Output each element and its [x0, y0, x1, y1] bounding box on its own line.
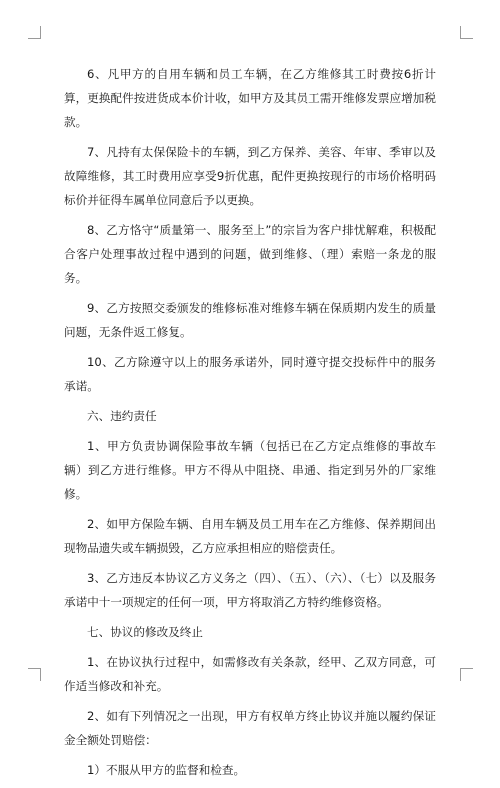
paragraph-liability-2: 2、如甲方保险车辆、自用车辆及员工用车在乙方维修、保养期间出现物品遗失或车辆损毁，乙方应承担相应的赔偿责任。 — [64, 517, 436, 555]
section-heading-modification: 七、协议的修改及终止 — [87, 625, 203, 639]
crop-mark-top-right — [460, 26, 473, 39]
paragraph-modification-2-item-1: 1）不服从甲方的监督和检查。 — [87, 763, 246, 777]
crop-mark-bottom-right — [460, 668, 473, 681]
paragraph-modification-2: 2、如有下列情况之一出现，甲方有权单方终止协议并施以履约保证金全额处罚赔偿： — [64, 709, 436, 747]
paragraph-clause-6: 6、凡甲方的自用车辆和员工车辆，在乙方维修其工时费按6折计算，更换配件按进货成本价计收，如甲方及其员工需开维修发票应增加税款。 — [64, 67, 436, 129]
paragraph-liability-1: 1、甲方负责协调保险事故车辆（包括已在乙方定点维修的事故车辆）到乙方进行维修。甲方不得从中阻挠、串通、指定到另外的厂家维修。 — [64, 439, 436, 501]
paragraph-clause-8: 8、乙方恪守“质量第一、服务至上”的宗旨为客户排忧解难，积极配合客户处理事故过程中遇到的问题，做到维修、（理）索赔一条龙的服务。 — [64, 223, 436, 285]
paragraph-clause-10: 10、乙方除遵守以上的服务承诺外，同时遵守提交投标件中的服务承诺。 — [64, 355, 436, 393]
paragraph-modification-1: 1、在协议执行过程中，如需修改有关条款，经甲、乙双方同意，可作适当修改和补充。 — [64, 655, 436, 693]
crop-mark-bottom-left — [28, 668, 41, 681]
paragraph-liability-3: 3、乙方违反本协议乙方义务之（四）、（五）、（六）、（七）以及服务承诺中十一项规定的任何一项，甲方将取消乙方特约维修资格。 — [64, 571, 436, 609]
section-heading-liability: 六、违约责任 — [87, 409, 157, 423]
crop-mark-top-left — [28, 26, 41, 39]
paragraph-clause-7: 7、凡持有太保保险卡的车辆，到乙方保养、美容、年审、季审以及故障维修，其工时费用应享受9折优惠，配件更换按现行的市场价格明码标价并征得车属单位同意后予以更换。 — [64, 145, 436, 207]
paragraph-clause-9: 9、乙方按照交委颁发的维修标准对维修车辆在保质期内发生的质量问题，无条件返工修复。 — [64, 301, 436, 339]
document-body — [64, 62, 436, 788]
